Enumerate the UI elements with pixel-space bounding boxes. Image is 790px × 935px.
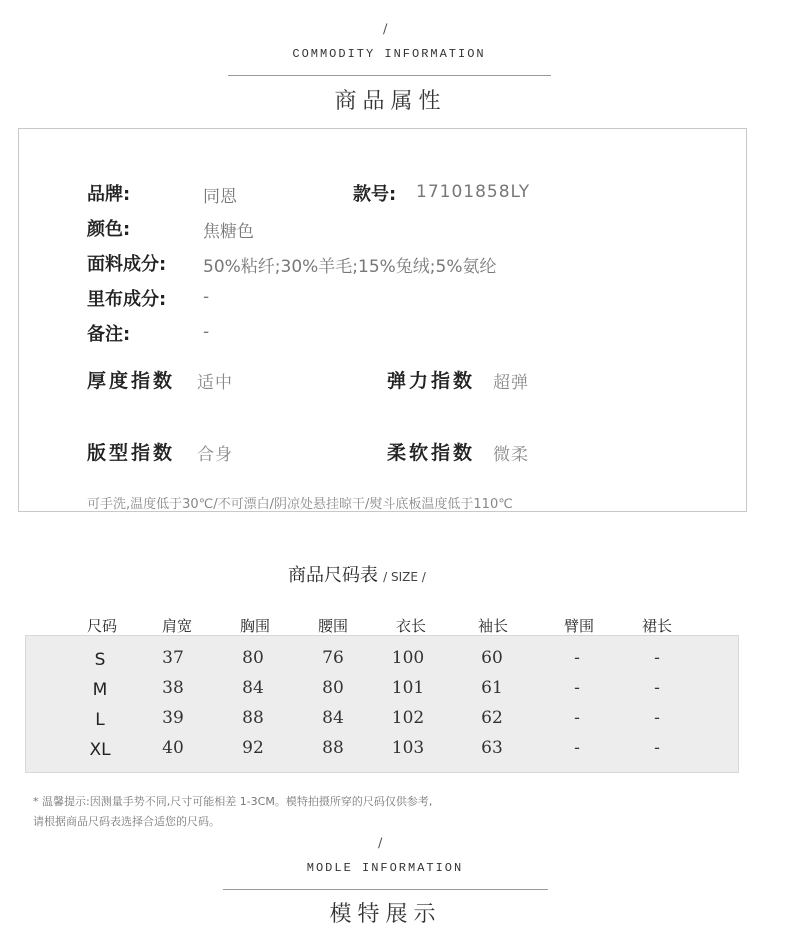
table-cell: 37	[162, 648, 184, 668]
table-cell: 80	[242, 648, 264, 668]
column-header-skirt: 裙长	[641, 617, 672, 635]
size-chart-subtitle: / SIZE /	[383, 570, 426, 584]
fit-value: 合身	[197, 445, 233, 465]
table-cell: 38	[162, 678, 184, 698]
table-cell: 88	[322, 738, 344, 758]
softness-value: 微柔	[493, 445, 529, 465]
table-cell: 92	[242, 738, 264, 758]
table-cell: 61	[481, 678, 503, 698]
table-cell: 84	[242, 678, 264, 698]
column-header-length: 衣长	[395, 617, 426, 635]
header-slash: /	[383, 22, 388, 37]
table-cell: -	[654, 678, 660, 698]
size-chart-title: 商品尺码表	[288, 565, 378, 586]
table-cell: 101	[391, 678, 425, 698]
table-cell: 100	[391, 648, 425, 668]
brand-value: 同恩	[203, 187, 237, 207]
table-cell: 84	[322, 708, 344, 728]
color-label: 颜色:	[87, 219, 131, 240]
column-header-bust: 胸围	[239, 617, 270, 635]
fabric-label: 面料成分:	[87, 254, 167, 275]
table-cell: -	[574, 648, 580, 668]
size-note-line1: * 温馨提示:因测量手势不同,尺寸可能相差 1-3CM。模特拍摄所穿的尺码仅供参考,	[33, 795, 433, 808]
remark-value: -	[203, 322, 210, 342]
table-cell: -	[574, 708, 580, 728]
fit-label: 版型指数	[87, 442, 176, 464]
table-cell: 88	[242, 708, 264, 728]
table-cell: -	[574, 738, 580, 758]
table-cell: 62	[481, 708, 503, 728]
brand-label: 品牌:	[87, 184, 131, 205]
table-cell: 40	[162, 738, 184, 758]
column-header-arm: 臂围	[563, 617, 594, 635]
thickness-value: 适中	[197, 373, 233, 393]
fabric-value: 50%粘纤;30%羊毛;15%兔绒;5%氨纶	[203, 257, 497, 277]
table-cell-size: XL	[89, 740, 111, 760]
table-cell: 63	[481, 738, 503, 758]
column-header-waist: 腰围	[317, 617, 348, 635]
model-header-divider	[223, 889, 548, 890]
model-cn-title: 模特展示	[329, 902, 442, 927]
table-cell-size: S	[94, 650, 106, 670]
softness-label: 柔软指数	[387, 442, 476, 464]
size-note-line2: 请根据商品尺码表选择合适您的尺码。	[33, 815, 220, 828]
elasticity-label: 弹力指数	[387, 370, 476, 392]
style-number-value: 17101858LY	[416, 182, 531, 202]
table-cell: 102	[391, 708, 425, 728]
column-header-sleeve: 袖长	[477, 617, 508, 635]
size-chart-heading	[288, 561, 426, 587]
table-cell: -	[654, 708, 660, 728]
lining-label: 里布成分:	[87, 289, 167, 310]
column-header-size: 尺码	[86, 617, 117, 635]
column-header-shoulder: 肩宽	[161, 617, 192, 635]
remark-label: 备注:	[87, 324, 131, 345]
table-cell-size: M	[92, 680, 108, 700]
table-cell: 103	[391, 738, 425, 758]
table-cell: 39	[162, 708, 184, 728]
table-cell: 76	[322, 648, 344, 668]
commodity-en-title: COMMODITY INFORMATION	[292, 47, 486, 61]
lining-value: -	[203, 287, 210, 307]
elasticity-value: 超弹	[493, 373, 529, 393]
care-instructions: 可手洗,温度低于30℃/不可漂白/阴凉处悬挂晾干/熨斗底板温度低于110℃	[87, 497, 513, 512]
model-en-title: MODLE INFORMATION	[306, 861, 464, 875]
header-divider	[228, 75, 551, 76]
table-cell: 80	[322, 678, 344, 698]
table-cell: 60	[481, 648, 503, 668]
color-value: 焦糖色	[203, 222, 254, 242]
style-number-label: 款号:	[353, 184, 397, 205]
thickness-label: 厚度指数	[87, 370, 176, 392]
table-cell: -	[654, 738, 660, 758]
table-cell: -	[574, 678, 580, 698]
table-cell-size: L	[95, 710, 105, 730]
model-header-slash: /	[378, 836, 383, 851]
commodity-cn-title: 商品属性	[334, 89, 447, 114]
table-cell: -	[654, 648, 660, 668]
